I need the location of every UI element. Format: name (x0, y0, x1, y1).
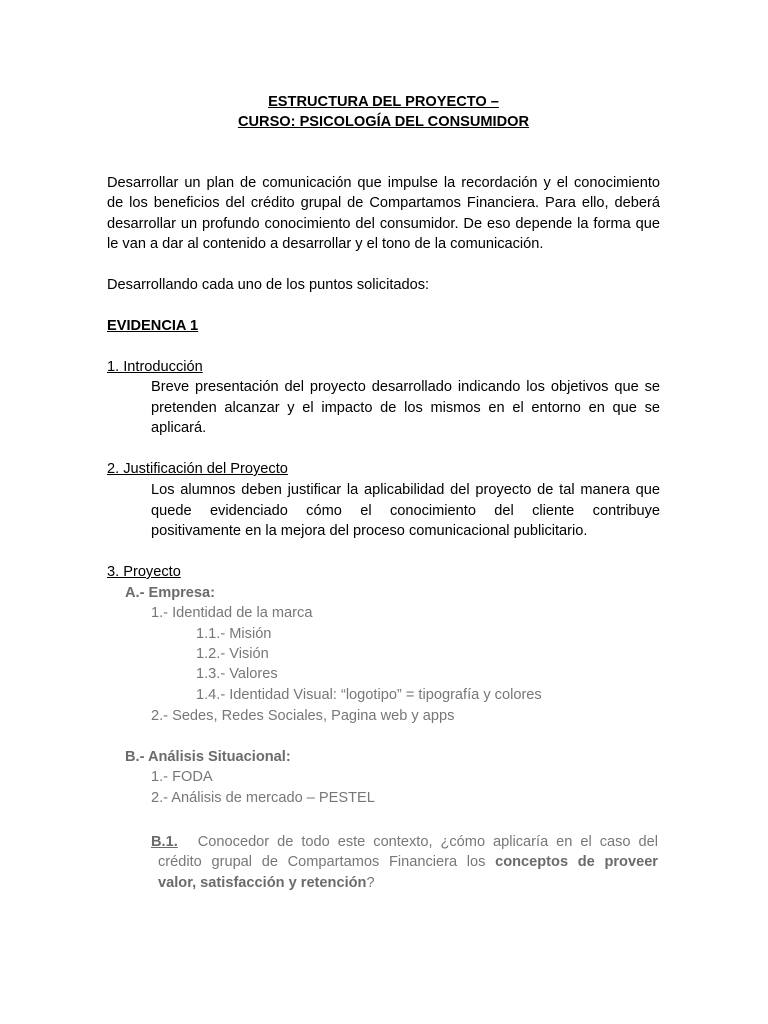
section2-line-3: positivamente en la mejora del proceso comunicacional publicitario. (151, 523, 588, 539)
b1-text-1: Conocedor de todo este contexto, ¿cómo aplicaría en el caso del (197, 834, 658, 850)
intro-line-1: Desarrollar un plan de comunicación que impulse la recordación y el conocimiento (107, 175, 660, 191)
part-a-sub-2: 1.2.- Visión (196, 646, 269, 662)
section2-line-1: Los alumnos deben justificar la aplicabilidad del proyecto de tal manera que (151, 482, 660, 498)
evidence-heading: EVIDENCIA 1 (107, 318, 199, 334)
section1-heading: 1. Introducción (107, 359, 203, 375)
b1-text-3-end: ? (366, 875, 375, 891)
b1-text-2: crédito grupal de Compartamos Financiera los (158, 854, 496, 870)
title-line-1: ESTRUCTURA DEL PROYECTO – (268, 94, 499, 110)
part-a-item-1: 1.- Identidad de la marca (151, 605, 313, 621)
intro-line-3: desarrollar un profundo conocimiento del consumidor. De eso depende la forma que (107, 216, 660, 232)
b1-text-3-bold: valor, satisfacción y retención (158, 875, 367, 891)
section2-line-2: quede evidenciado cómo el conocimiento del cliente contribuye (151, 503, 660, 519)
section1-line-3: aplicará. (151, 420, 207, 436)
part-b-heading: B.- Análisis Situacional: (125, 749, 291, 765)
b1-line-3 (158, 873, 711, 893)
section1-line-1: Breve presentación del proyecto desarrollado indicando los objetivos que se (151, 379, 660, 395)
part-a-sub-4: 1.4.- Identidad Visual: “logotipo” = tipografía y colores (196, 687, 542, 703)
lead-in: Desarrollando cada uno de los puntos solicitados: (107, 277, 430, 293)
b1-line-1 (151, 832, 658, 852)
title-line-2: CURSO: PSICOLOGÍA DEL CONSUMIDOR (237, 114, 530, 130)
section3-heading: 3. Proyecto (107, 564, 181, 580)
b1-line-2 (158, 852, 658, 872)
part-b-item-2: 2.- Análisis de mercado – PESTEL (151, 790, 375, 806)
part-b-item-1: 1.- FODA (151, 769, 213, 785)
part-a-heading: A.- Empresa: (125, 585, 216, 601)
intro-line-2: de los beneficios del crédito grupal de Compartamos Financiera. Para ello, deberá (107, 195, 660, 211)
b1-label: B.1. (151, 834, 178, 850)
part-a-sub-1: 1.1.- Misión (196, 626, 272, 642)
b1-text-2-bold: conceptos de proveer (495, 854, 658, 870)
intro-line-4: le van a dar al contenido a desarrollar y el tono de la comunicación. (107, 236, 544, 252)
section1-line-2: pretenden alcanzar y el impacto de los mismos en el entorno en que se (151, 400, 660, 416)
part-a-sub-3: 1.3.- Valores (196, 666, 278, 682)
part-a-item-2: 2.- Sedes, Redes Sociales, Pagina web y apps (151, 708, 455, 724)
section2-heading: 2. Justificación del Proyecto (107, 461, 288, 477)
